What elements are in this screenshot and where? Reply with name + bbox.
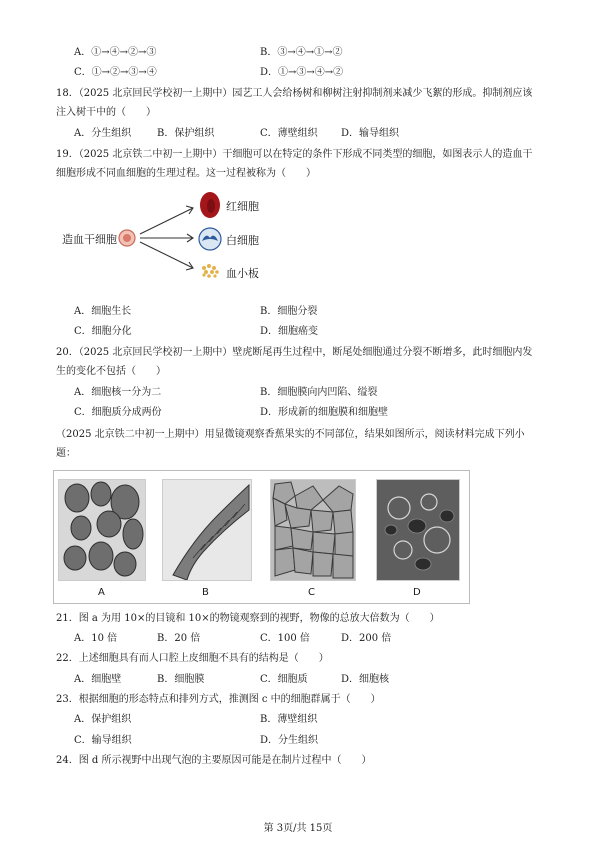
q23-option-a: A．保护组织 [74,714,132,725]
q22-option-b: B．细胞膜 [157,674,205,685]
q24-stem: 24．图 d 所示视野中出现气泡的主要原因可能是在制片过程中（ ） [56,755,372,766]
micrograph-panel [53,470,470,604]
q19-stem-line2: 细胞形成不同血细胞的生理过程。这一过程被称为（ ） [56,168,316,179]
q21-option-b: B．20 倍 [157,633,201,644]
q21-stem: 21．图 a 为用 10×的目镜和 10×的物镜观察到的视野，物像的总放大倍数为（ ） [56,613,440,624]
micrograph-a [58,479,146,581]
micrograph-d [376,479,460,581]
q20-option-b: B．细胞膜向内凹陷、缢裂 [260,387,378,398]
group-intro-line2: 题： [56,448,76,459]
q17-option-b: B．③→④→①→② [260,47,343,58]
q22-option-c: C．细胞质 [260,674,308,685]
q22-option-d: D．细胞核 [341,674,390,685]
differentiation-diagram [58,188,358,288]
q18-stem-line1: 18．（2025 北京回民学校初一上期中）园艺工人会给杨树和柳树注射抑制剂来减少飞絮的形成。抑制剂应该 [56,88,533,99]
micrograph-c [270,479,356,581]
q22-option-a: A．细胞壁 [74,674,122,685]
q19-option-a: A．细胞生长 [74,306,132,317]
red-cell-label: 红细胞 [226,200,259,213]
group-intro-line1: （2025 北京铁二中初一上期中）用显微镜观察香蕉果实的不同部位，结果如图所示，阅读材料完成下列小 [56,429,525,440]
q20-stem-line2: 生的变化不包括（ ） [56,366,166,377]
micrograph-c-label: C [308,587,315,598]
q19-stem-line1: 19．（2025 北京铁二中初一上期中）干细胞可以在特定的条件下形成不同类型的细胞，如图表示人的造血干 [56,149,533,160]
q21-option-d: D．200 倍 [341,633,392,644]
q23-option-d: D．分生组织 [260,735,319,746]
micrograph-a-label: A [98,587,105,598]
q20-stem-line1: 20．（2025 北京回民学校初一上期中）壁虎断尾再生过程中，断尾处细胞通过分裂不断增多，此时细胞内发 [56,347,533,358]
q20-option-c: C．细胞质分成两份 [74,407,162,418]
micrograph-b [162,479,252,581]
white-blood-cell-icon [199,228,221,250]
q17-option-c: C．①→②→③→④ [74,67,157,78]
q19-option-b: B．细胞分裂 [260,306,318,317]
stem-cell-label: 造血干细胞 [62,233,117,246]
q21-option-c: C．100 倍 [260,633,310,644]
micrograph-b-label: B [202,587,209,598]
q18-option-c: C．薄壁组织 [260,128,318,139]
red-blood-cell-icon [200,192,220,218]
q17-option-a: A．①→④→②→③ [74,47,157,58]
q20-option-a: A．细胞核一分为二 [74,387,162,398]
platelet-label: 血小板 [226,267,259,280]
micrograph-d-label: D [413,587,421,598]
q23-stem: 23．根据细胞的形态特点和排列方式，推测图 c 中的细胞群属于（ ） [56,694,381,705]
q18-option-d: D．输导组织 [341,128,400,139]
q20-option-d: D．形成新的细胞膜和细胞壁 [260,407,389,418]
arrows [140,206,193,270]
q19-option-c: C．细胞分化 [74,326,132,337]
q23-option-b: B．薄壁组织 [260,714,318,725]
q18-option-b: B．保护组织 [157,128,215,139]
blood-cell-differentiation-figure [58,188,358,288]
q23-option-c: C．输导组织 [74,735,132,746]
platelet-icon [202,264,219,278]
q19-option-d: D．细胞癌变 [260,326,319,337]
white-cell-label: 白细胞 [226,234,259,247]
q18-option-a: A．分生组织 [74,128,132,139]
q22-stem: 22．上述细胞具有而人口腔上皮细胞不具有的结构是（ ） [56,653,329,664]
q21-option-a: A．10 倍 [74,633,118,644]
stem-cell-icon [119,230,135,246]
q18-stem-line2: 注入树干中的（ ） [56,107,156,118]
page-number: 第 3页/共 15页 [263,823,333,834]
q17-option-d: D．①→③→④→② [260,67,344,78]
